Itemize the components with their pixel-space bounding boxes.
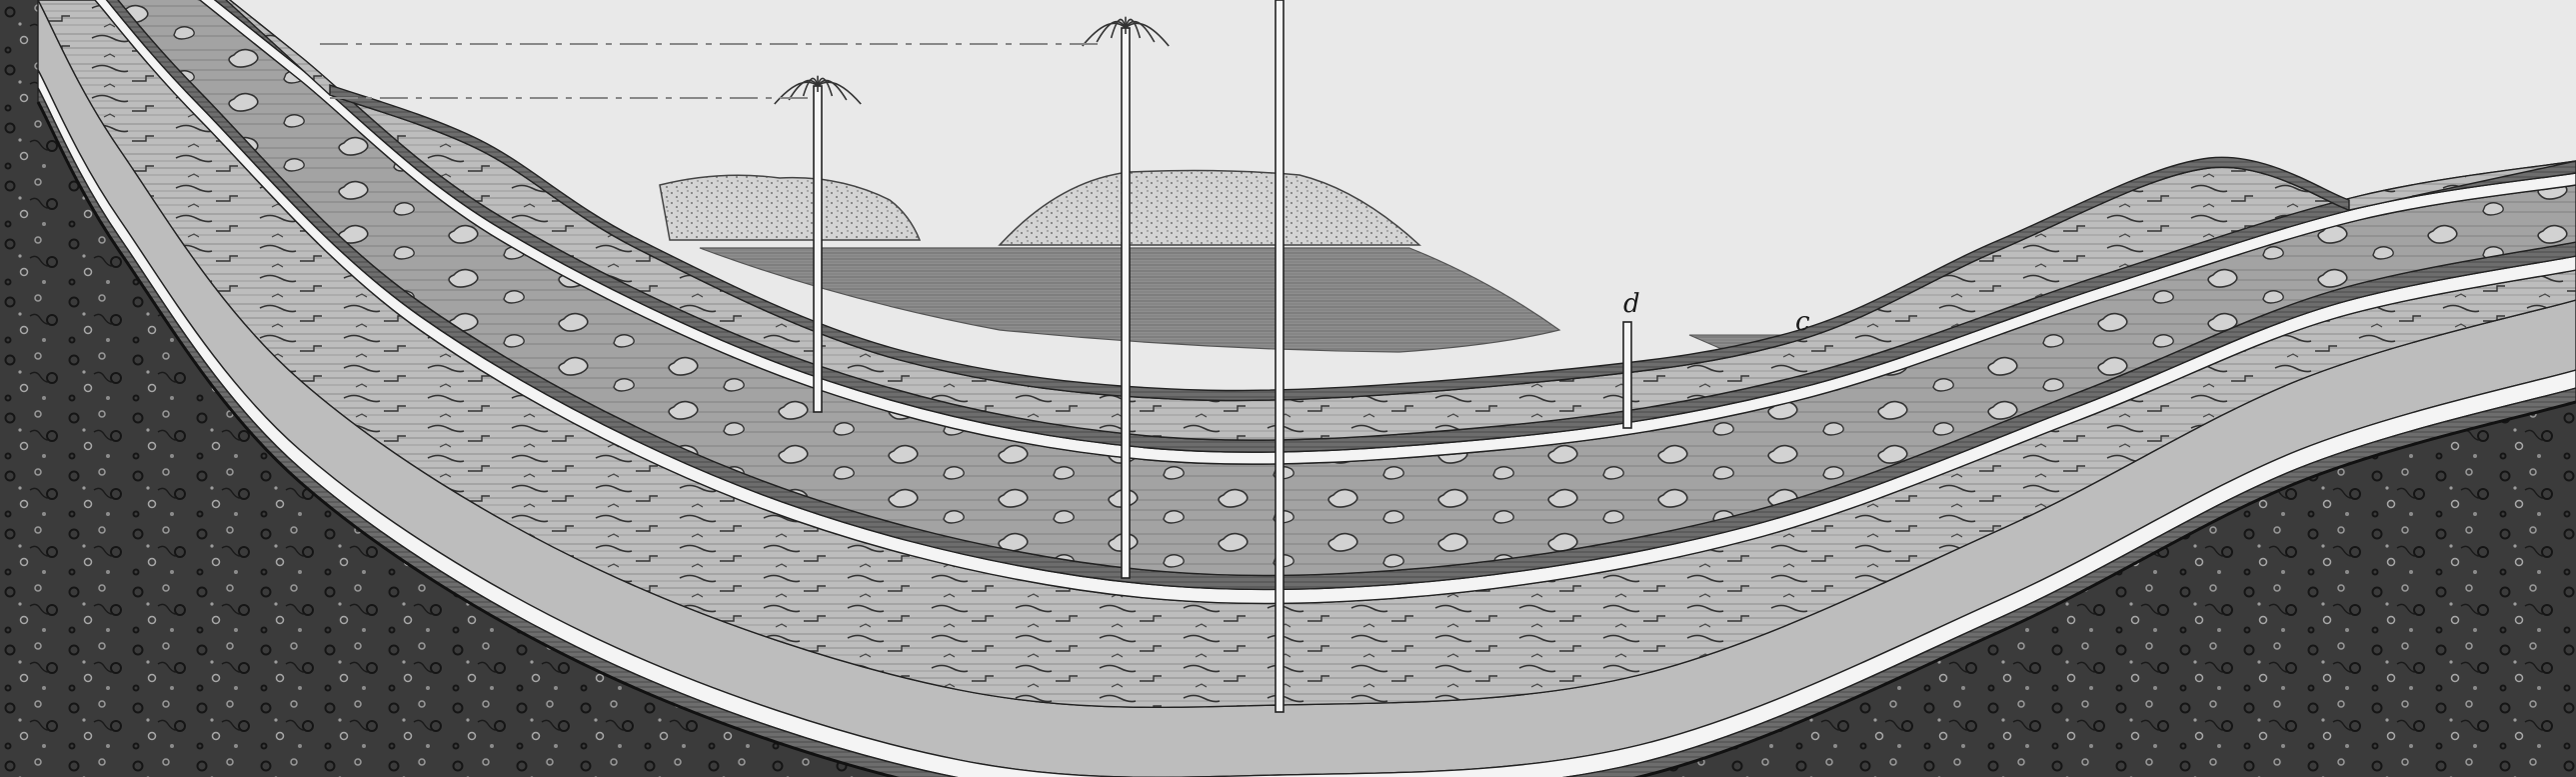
well-d — [1623, 322, 1631, 428]
label-d: d — [1623, 289, 1640, 319]
well-deep — [1276, 0, 1284, 712]
label-c: c — [1795, 307, 1810, 337]
